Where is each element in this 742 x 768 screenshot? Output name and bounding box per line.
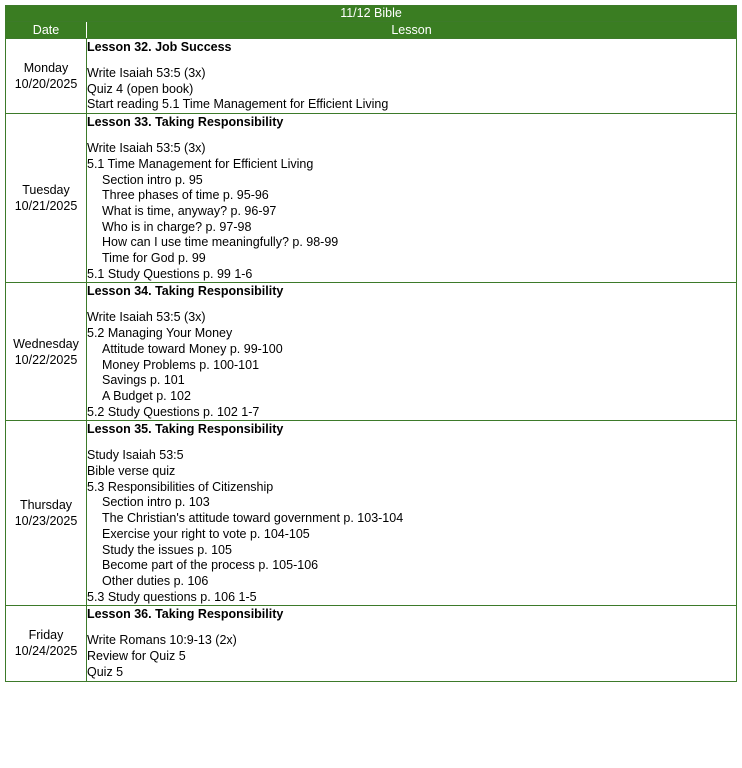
lesson-item: 5.1 Study Questions p. 99 1-6 bbox=[87, 266, 253, 281]
date-cell bbox=[6, 606, 87, 681]
table-row bbox=[6, 39, 737, 114]
lesson-subitem: Money Problems p. 100-101 bbox=[102, 357, 260, 372]
lesson-cell bbox=[87, 606, 737, 681]
date-cell bbox=[6, 39, 87, 114]
day-name: Wednesday bbox=[13, 336, 79, 351]
lesson-item: 5.3 Study questions p. 106 1-5 bbox=[87, 589, 257, 604]
day-date: 10/22/2025 bbox=[14, 352, 78, 367]
lesson-subitem: What is time, anyway? p. 96-97 bbox=[102, 203, 277, 218]
day-name: Thursday bbox=[19, 498, 73, 513]
date-cell bbox=[6, 114, 87, 283]
day-name: Monday bbox=[23, 61, 69, 76]
day-name: Tuesday bbox=[22, 183, 70, 198]
date-cell bbox=[6, 421, 87, 606]
lesson-column-header: Lesson bbox=[87, 22, 737, 39]
day-name: Friday bbox=[28, 628, 64, 643]
table-title: 11/12 Bible bbox=[6, 6, 737, 22]
lesson-plan-table bbox=[5, 5, 737, 682]
lesson-title: Lesson 34. Taking Responsibility bbox=[87, 284, 284, 299]
lesson-subitem: Section intro p. 95 bbox=[102, 172, 203, 187]
lesson-cell bbox=[87, 283, 737, 421]
day-date: 10/20/2025 bbox=[14, 77, 78, 92]
table-row bbox=[6, 283, 737, 421]
lesson-subitem: Who is in charge? p. 97-98 bbox=[102, 219, 252, 234]
lesson-subitem: A Budget p. 102 bbox=[102, 388, 191, 403]
lesson-title: Lesson 35. Taking Responsibility bbox=[87, 422, 284, 437]
lesson-subitem: Attitude toward Money p. 99-100 bbox=[102, 341, 283, 356]
lesson-title: Lesson 32. Job Success bbox=[87, 40, 232, 54]
lesson-subitem: Become part of the process p. 105-106 bbox=[102, 558, 319, 573]
lesson-title: Lesson 36. Taking Responsibility bbox=[87, 607, 284, 622]
lesson-item: Study Isaiah 53:5 bbox=[87, 448, 184, 463]
lesson-item: 5.2 Managing Your Money bbox=[87, 326, 233, 341]
day-date: 10/23/2025 bbox=[14, 514, 78, 529]
table-row bbox=[6, 606, 737, 681]
lesson-title: Lesson 33. Taking Responsibility bbox=[87, 115, 284, 130]
lesson-item: Write Isaiah 53:5 (3x) bbox=[87, 141, 206, 156]
lesson-item: Start reading 5.1 Time Management for Efficient Living bbox=[87, 97, 389, 112]
lesson-item: 5.2 Study Questions p. 102 1-7 bbox=[87, 404, 260, 419]
title-row bbox=[6, 6, 737, 22]
lesson-item: 5.3 Responsibilities of Citizenship bbox=[87, 479, 274, 494]
lesson-subitem: Exercise your right to vote p. 104-105 bbox=[102, 526, 310, 541]
lesson-item: Review for Quiz 5 bbox=[87, 649, 186, 664]
date-cell bbox=[6, 283, 87, 421]
table-row bbox=[6, 114, 737, 283]
lesson-item: Bible verse quiz bbox=[87, 464, 176, 479]
lesson-subitem: Study the issues p. 105 bbox=[102, 542, 232, 557]
lesson-item: Quiz 5 bbox=[87, 664, 124, 679]
header-row bbox=[6, 22, 737, 39]
lesson-subitem: Section intro p. 103 bbox=[102, 495, 210, 510]
lesson-item: Write Isaiah 53:5 (3x) bbox=[87, 310, 206, 325]
lesson-item: Quiz 4 (open book) bbox=[87, 81, 194, 96]
day-date: 10/21/2025 bbox=[14, 199, 78, 214]
lesson-subitem: How can I use time meaningfully? p. 98-99 bbox=[102, 235, 339, 250]
lesson-item: Write Romans 10:9-13 (2x) bbox=[87, 633, 237, 648]
lesson-item: 5.1 Time Management for Efficient Living bbox=[87, 156, 314, 171]
table-body bbox=[6, 39, 737, 682]
table-row bbox=[6, 421, 737, 606]
lesson-subitem: Other duties p. 106 bbox=[102, 573, 209, 588]
day-date: 10/24/2025 bbox=[14, 644, 78, 659]
lesson-item: Write Isaiah 53:5 (3x) bbox=[87, 66, 206, 80]
lesson-subitem: The Christian's attitude toward government p. 103-104 bbox=[102, 511, 404, 526]
lesson-subitem: Three phases of time p. 95-96 bbox=[102, 188, 269, 203]
lesson-subitem: Time for God p. 99 bbox=[102, 251, 206, 266]
lesson-subitem: Savings p. 101 bbox=[102, 373, 185, 388]
date-column-header: Date bbox=[6, 22, 87, 39]
lesson-cell bbox=[87, 114, 737, 283]
lesson-cell bbox=[87, 421, 737, 606]
lesson-cell bbox=[87, 39, 737, 114]
